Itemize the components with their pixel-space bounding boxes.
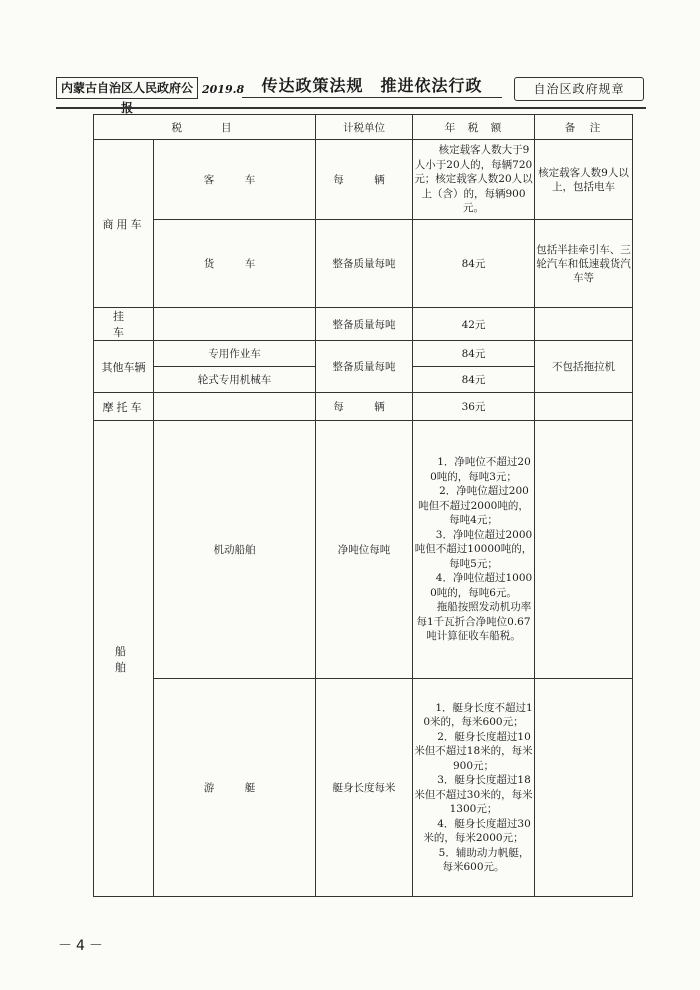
header-rule [56,107,646,109]
page-header [56,71,646,115]
note-truck: 包括半挂牵引车、三轮汽车和低速载货汽车等 [535,220,633,308]
note-motor-vessel-empty [535,421,633,679]
note-other: 不包括拖拉机 [535,341,633,393]
item-yacht: 游 艇 [154,679,316,897]
col-header-note: 备 注 [535,115,633,140]
table-row [94,341,633,367]
header-slogan: 传达政策法规 推进依法行政 [261,76,483,95]
amount-truck: 84元 [413,220,535,308]
page-number: －4－ [58,938,107,954]
table-row [94,140,633,220]
amount-special-vehicle: 84元 [413,341,535,367]
item-wheeled-machinery: 轮式专用机械车 [154,367,316,393]
item-special-vehicle: 专用作业车 [154,341,316,367]
item-trailer-empty [154,308,316,341]
col-header-amount: 年 税 额 [413,115,535,140]
item-passenger-car: 客 车 [154,140,316,220]
section-tag: 自治区政府规章 [514,77,644,101]
col-header-unit: 计税单位 [316,115,413,140]
amount-trailer: 42元 [413,308,535,341]
slogan-underline [242,97,502,98]
unit-other: 整备质量每吨 [316,341,413,393]
category-other: 其他车辆 [94,341,154,393]
item-truck: 货 车 [154,220,316,308]
category-trailer: 挂 车 [94,308,154,341]
table-row [94,220,633,308]
note-trailer-empty [535,308,633,341]
item-motorcycle-empty [154,393,316,421]
table-row [94,393,633,421]
note-yacht-empty [535,679,633,897]
note-passenger-car: 核定载客人数9人以上，包括电车 [535,140,633,220]
table-header-row [94,115,633,140]
col-header-item: 税 目 [94,115,316,140]
table-row [94,308,633,341]
amount-passenger-car: 核定载客人数大于9人小于20人的，每辆720元；核定载客人数20人以上（含）的，每辆900元。 [413,140,535,220]
item-motor-vessel: 机动船舶 [154,421,316,679]
amount-motor-vessel: 1．净吨位不超过200吨的，每吨3元； 2．净吨位超过200吨但不超过2000吨的，每吨4元； 3．净吨位超过2000吨但不超过10000吨的，每吨5元； 4．净吨位超过10000吨的，每吨6元。 拖船按照发动机功率每1千瓦折合净吨位0.67吨计算征收车船税。 [413,421,535,679]
note-motorcycle-empty [535,393,633,421]
category-ship: 船舶 [94,421,154,897]
amount-yacht: 1．艇身长度不超过10米的，每米600元； 2．艇身长度超过10米但不超过18米的，每米900元； 3．艇身长度超过18米但不超过30米的，每米1300元； 4．艇身长度超过30米的，每米2000元； 5．辅助动力帆艇，每米600元。 [413,679,535,897]
unit-passenger-car: 每 辆 [316,140,413,220]
amount-wheeled-machinery: 84元 [413,367,535,393]
unit-trailer: 整备质量每吨 [316,308,413,341]
table-row [94,679,633,897]
issue-number: 2019.8 [202,83,245,96]
unit-yacht: 艇身长度每米 [316,679,413,897]
unit-truck: 整备质量每吨 [316,220,413,308]
category-commercial: 商用车 [94,140,154,308]
amount-motorcycle: 36元 [413,393,535,421]
category-motorcycle: 摩托车 [94,393,154,421]
table-row [94,421,633,679]
publication-name: 内蒙古自治区人民政府公报 [56,77,198,99]
unit-motor-vessel: 净吨位每吨 [316,421,413,679]
unit-motorcycle: 每 辆 [316,393,413,421]
tax-table [93,114,633,897]
